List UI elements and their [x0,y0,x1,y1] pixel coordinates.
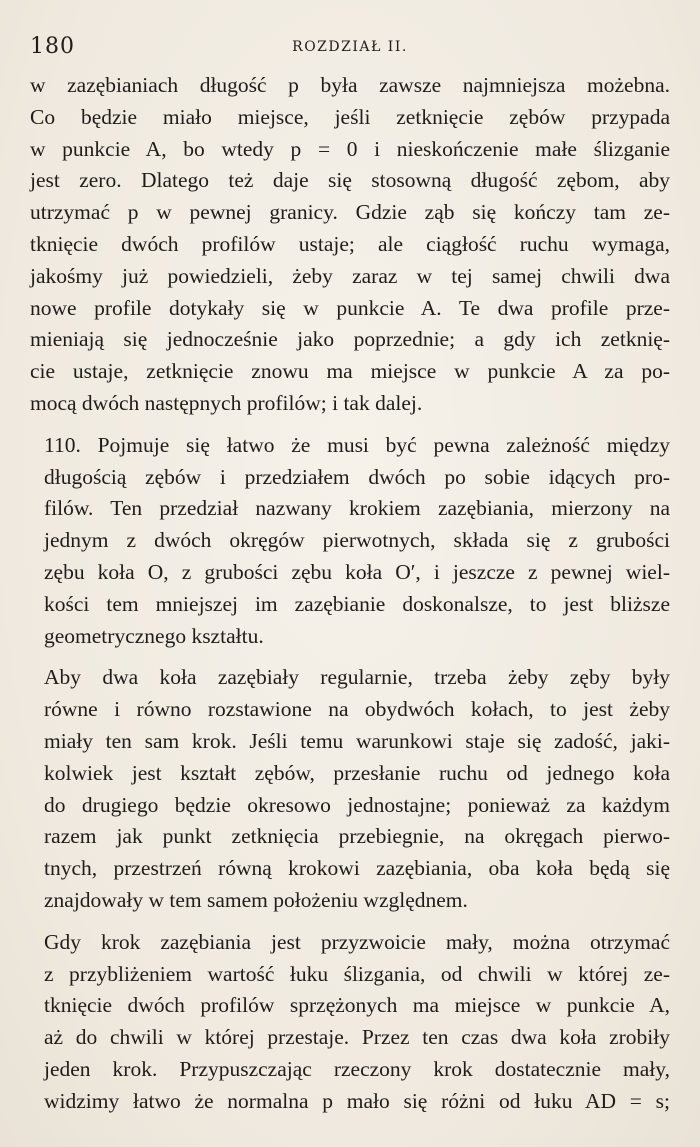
text-line: jakośmy już powiedzieli, żeby zaraz w tej samej chwili dwa [30,263,670,288]
text-line: do drugiego będzie okresowo jednostajne; ponieważ za każdym [44,792,670,817]
text-line: tnych, przestrzeń równą krokowi zazębiania, oba koła będą się [44,856,670,881]
text-line: w punkcie A, bo wtedy p = 0 i nieskończenie małe ślizganie [30,136,670,161]
text-line: Aby dwa koła zazębiały regularnie, trzeba żeby zęby były [44,665,670,690]
text-line: długością zębów i przedziałem dwóch po sobie idących pro- [44,464,670,489]
paragraph-4 [30,927,670,1118]
text-line: filów. Ten przedział nazwany krokiem zazębiania, mierzony na [44,496,670,521]
text-line: kolwiek jest kształt zębów, przesłanie ruchu od jednego koła [44,760,670,785]
text-line: z przybliżeniem wartość łuku ślizgania, od chwili w której ze- [44,961,670,986]
text-line: znajdowały w tem samem położeniu względnem. [44,887,468,912]
text-line: tknięcie dwóch profilów sprzężonych ma miejsce w punkcie A, [44,993,670,1018]
text-line: utrzymać p w pewnej granicy. Gdzie ząb się kończy tam ze- [30,200,670,225]
text-line: mieniają się jednocześnie jako poprzednie; a gdy ich zetknię- [30,327,670,352]
text-line: kości tem mniejszej im zazębianie doskonalsze, to jest bliższe [44,591,670,616]
text-line: tknięcie dwóch profilów ustaje; ale ciągłość ruchu wymaga, [30,231,670,256]
text-line: nowe profile dotykały się w punkcie A. Te dwa profile prze- [30,295,670,320]
text-line: geometrycznego kształtu. [44,623,264,648]
paragraph-2 [30,430,670,653]
running-title: ROZDZIAŁ II. [292,39,408,55]
text-line: aż do chwili w której przestaje. Przez ten czas dwa koła zrobiły [44,1025,670,1050]
text-line: jeden krok. Przypuszczając rzeczony krok dostatecznie mały, [44,1056,670,1081]
text-line: zębu koła O, z grubości zębu koła O′, i jeszcze z pewnej wiel- [44,559,670,584]
page-number: 180 [30,34,75,59]
text-line: jednym z dwóch okręgów pierwotnych, składa się z grubości [44,528,670,553]
text-line: Co będzie miało miejsce, jeśli zetknięcie zębów przypada [30,104,670,129]
text-line: cie ustaje, zetknięcie znowu ma miejsce w punkcie A za po- [30,359,670,384]
text-line: mocą dwóch następnych profilów; i tak dalej. [30,390,423,415]
body-text [30,70,670,1118]
page-header [30,34,670,64]
text-line: Gdy krok zazębiania jest przyzwoicie mały, można otrzymać [44,929,670,954]
text-line: widzimy łatwo że normalna p mało się różni od łuku AD = s; [44,1088,670,1113]
text-line: jest zero. Dlatego też daje się stosowną długość zębom, aby [30,168,670,193]
text-line: miały ten sam krok. Jeśli temu warunkowi staje się zadość, jaki- [44,728,670,753]
paragraph-3 [30,662,670,916]
text-line: w zazębianiach długość p była zawsze najmniejsza możebna. [30,73,670,97]
text-line: razem jak punkt zetknięcia przebiegnie, na okręgach pierwo- [44,824,670,849]
paragraph-1 [30,70,670,420]
text-line: 110. Pojmuje się łatwo że musi być pewna zależność między [44,432,670,457]
text-line: równe i równo rozstawione na obydwóch kołach, to jest żeby [44,697,670,722]
